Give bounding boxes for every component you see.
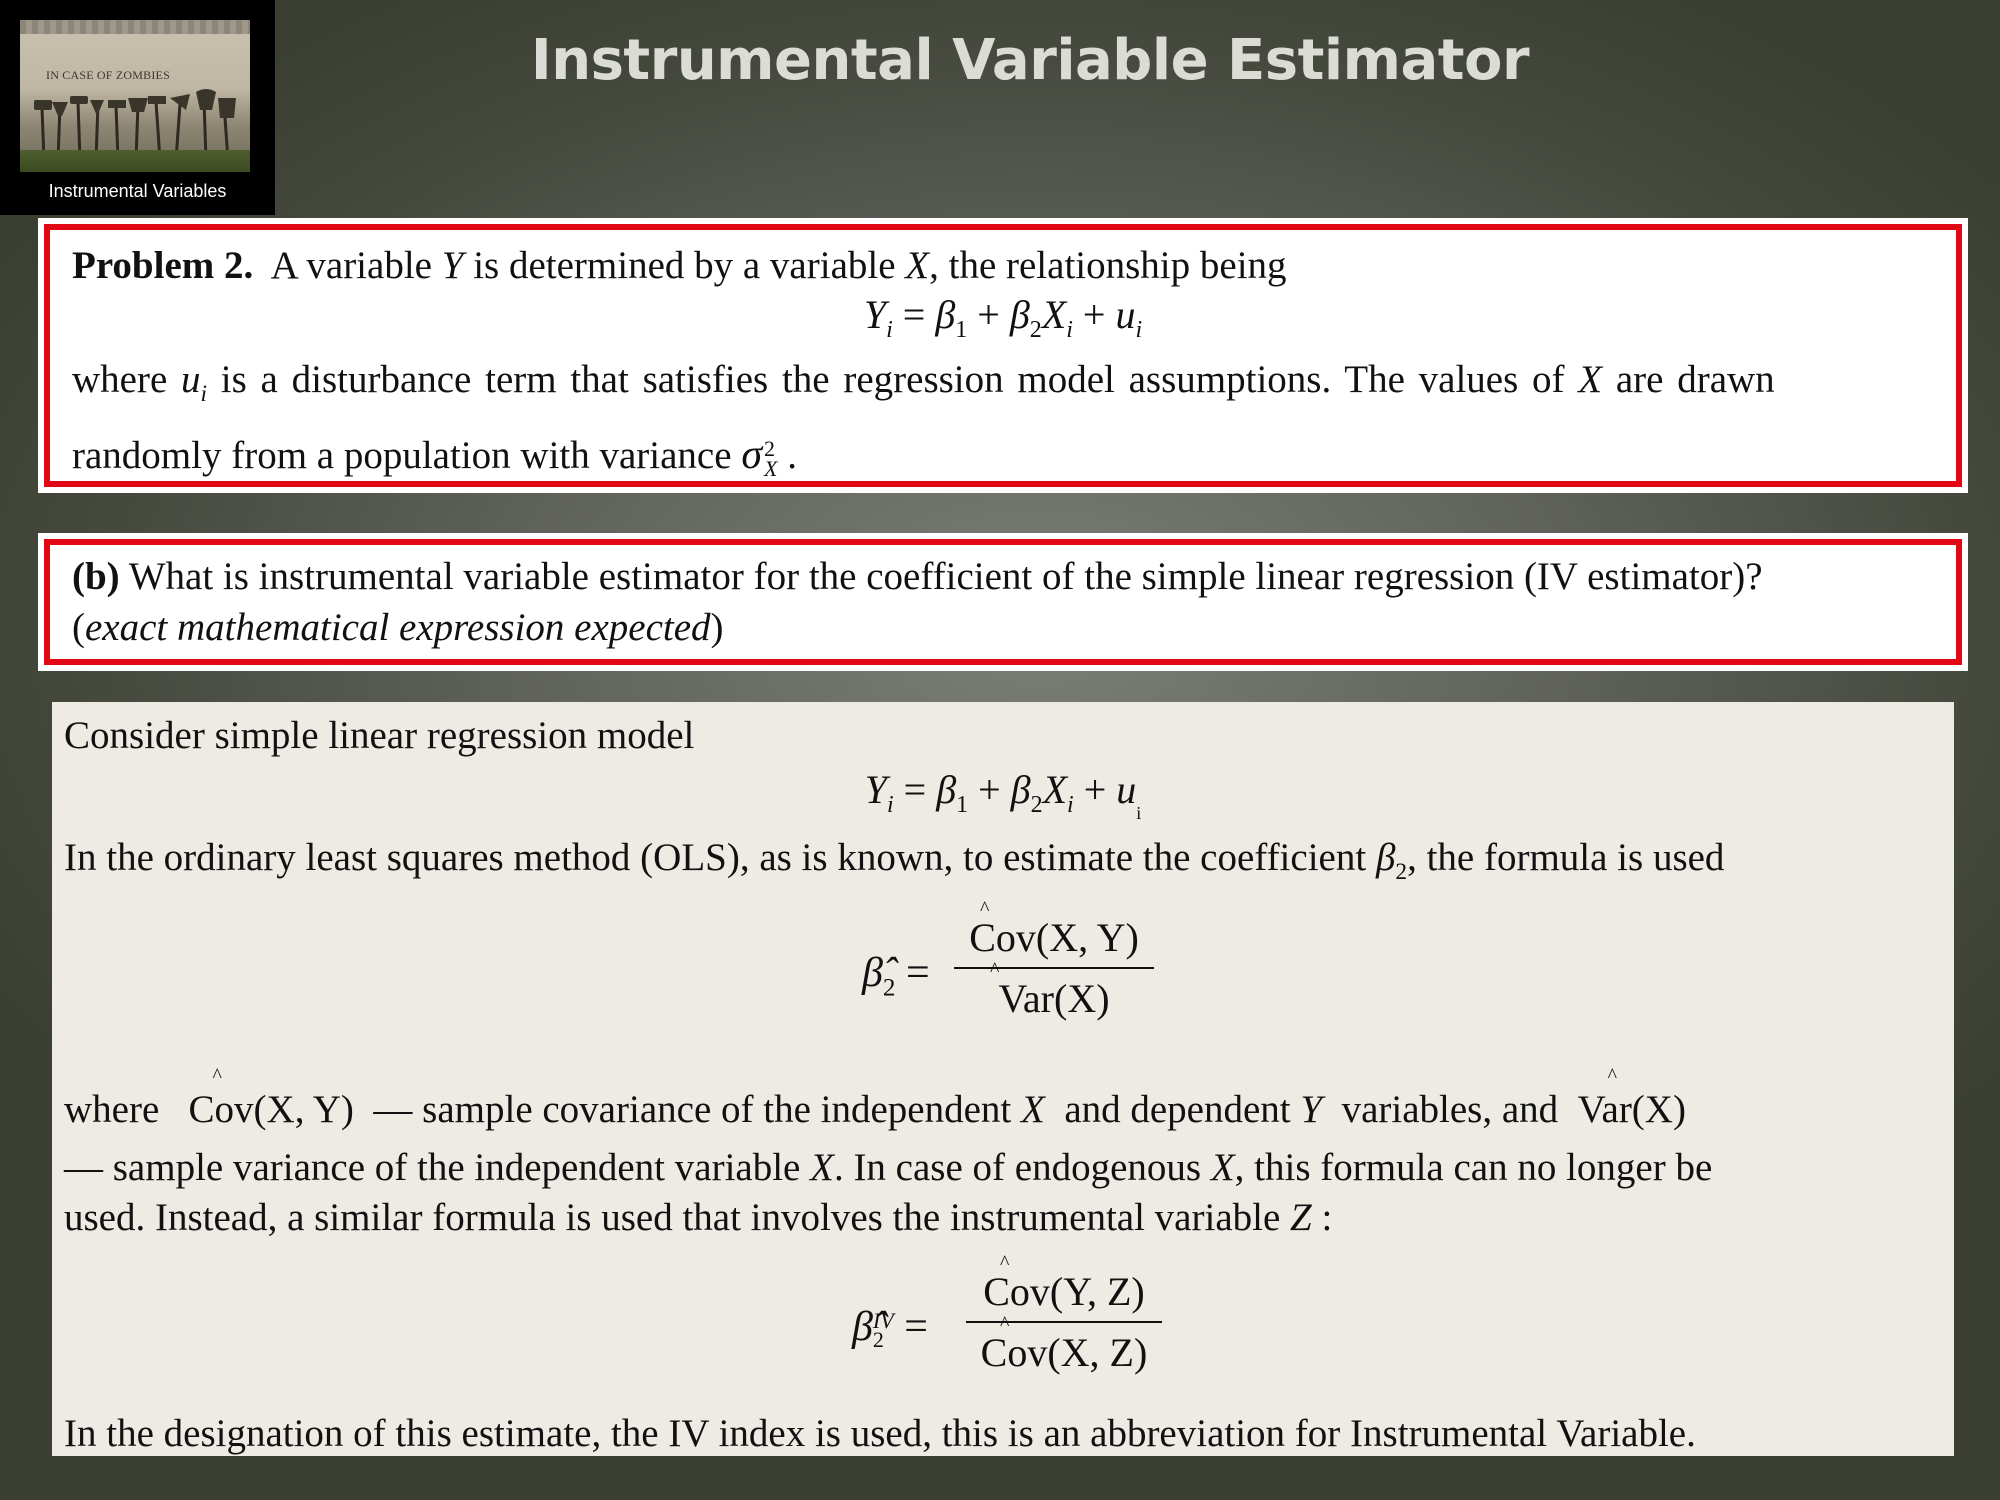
answer-line-2a: In the ordinary least squares method (OLS), as is known, to estimate the coefficient [64, 836, 1367, 879]
problem-text-c: , the relationship being [929, 244, 1287, 287]
ols-fraction-bar [954, 967, 1154, 969]
answer-line-6: In the designation of this estimate, the IV index is used, this is an abbreviation for Instrumental Variable. [64, 1412, 1696, 1455]
answer-line-4c: , this formula can no longer be [1234, 1146, 1713, 1189]
question-b-note: (exact mathematical expression expected) [72, 606, 724, 649]
problem-statement-box [38, 218, 1968, 493]
question-b-text: What is instrumental variable estimator for the coefficient of the simple linear regression (IV estimator)? [128, 555, 1763, 598]
answer-line-2: In the ordinary least squares method (OLS), as is known, to estimate the coefficient $\beta_2$, the formula is used [64, 836, 1725, 885]
answer-line-5a: used. Instead, a similar formula is used that involves the instrumental variable [64, 1196, 1281, 1239]
problem-text-e: is a disturbance term that satisfies the regression model assumptions. The values of [220, 358, 1565, 401]
problem-equation: $Y_i = \beta_1 + \beta_2X_i + u_i$ [863, 292, 1143, 343]
slide-thumbnail [0, 0, 275, 215]
slide-title: Instrumental Variable Estimator [530, 28, 1530, 93]
var-x-inline: ^ Var(X) [1577, 1065, 1686, 1131]
question-b-note-text: exact mathematical expression expected [85, 606, 711, 649]
ols-lhs: $\betâ_2$ = [862, 950, 930, 1002]
sigma-sup: 2 [764, 436, 776, 462]
problem-line-3: randomly from a population with variance σ2 X . [72, 432, 797, 482]
answer-equation: $Y_i = \beta_1 + \beta_2X_i + u_i$ [864, 767, 1142, 824]
ols-numerator: ^ Cov(X, Y) [969, 898, 1139, 960]
sigma-scripts [764, 436, 778, 482]
answer-line-4b: . In case of endogenous [833, 1146, 1202, 1189]
problem-line-1 [72, 246, 1934, 285]
answer-line-5: used. Instead, a similar formula is used that involves the instrumental variable Z : [64, 1196, 1333, 1239]
sigma-sub: X [764, 456, 778, 482]
answer-line-3: where ^ Cov(X, Y) — sample covariance of the independent X and dependent Y variables, and ^ Var(X) [64, 1065, 1686, 1131]
answer-line-3c: and dependent [1064, 1088, 1291, 1131]
iv-denominator: ^ Cov(X, Z) [980, 1313, 1148, 1375]
problem-text-g: randomly from a population with variance [72, 434, 732, 478]
iv-fraction [966, 1252, 1162, 1376]
question-b-line [72, 557, 1934, 596]
cov-xy-inline: ^ Cov(X, Y) [188, 1065, 354, 1131]
problem-text-d: where [72, 358, 168, 401]
problem-text-a: A variable [270, 244, 432, 287]
iv-superscript: IV [872, 1307, 894, 1333]
iv-numerator: ^ Cov(Y, Z) [983, 1252, 1145, 1314]
answer-line-3d: variables, and [1341, 1088, 1559, 1131]
question-b-box [38, 533, 1968, 671]
question-b-label: (b) [72, 555, 120, 598]
problem-text-f: are drawn [1615, 358, 1775, 401]
var-x-2: X [1578, 358, 1603, 401]
photo-grass [20, 150, 250, 172]
answer-line-4a: — sample variance of the independent variable [64, 1146, 801, 1189]
ols-denominator: ^ Var(X) [990, 959, 1110, 1021]
answer-line-3a: where [64, 1088, 160, 1131]
problem-label: Problem 2. [72, 244, 254, 287]
answer-line-4: — sample variance of the independent variable X. In case of endogenous X, this formula can no longer be [64, 1146, 1713, 1189]
photo-sign-text: IN CASE OF ZOMBIES [46, 68, 170, 82]
answer-line-2b: , the formula is used [1407, 836, 1725, 879]
sigma-symbol: σ [741, 432, 763, 479]
answer-panel [52, 702, 1954, 1456]
var-z: Z [1290, 1196, 1312, 1239]
thumbnail-caption: Instrumental Variables [48, 181, 227, 201]
answer-line-1: Consider simple linear regression model [64, 714, 695, 757]
answer-line-3b: — sample covariance of the independent [373, 1088, 1012, 1131]
iv-lhs: β̂IV 2 = [852, 1304, 928, 1353]
problem-text-b: is determined by a variable [473, 244, 896, 287]
ols-fraction [954, 898, 1154, 1022]
var-u: $u_i$ [181, 358, 208, 407]
var-x: X [905, 244, 930, 287]
zombie-tools-photo [20, 20, 250, 172]
problem-line-2 [72, 360, 1934, 406]
var-y: Y [441, 244, 464, 287]
iv-fraction-bar [966, 1321, 1162, 1323]
